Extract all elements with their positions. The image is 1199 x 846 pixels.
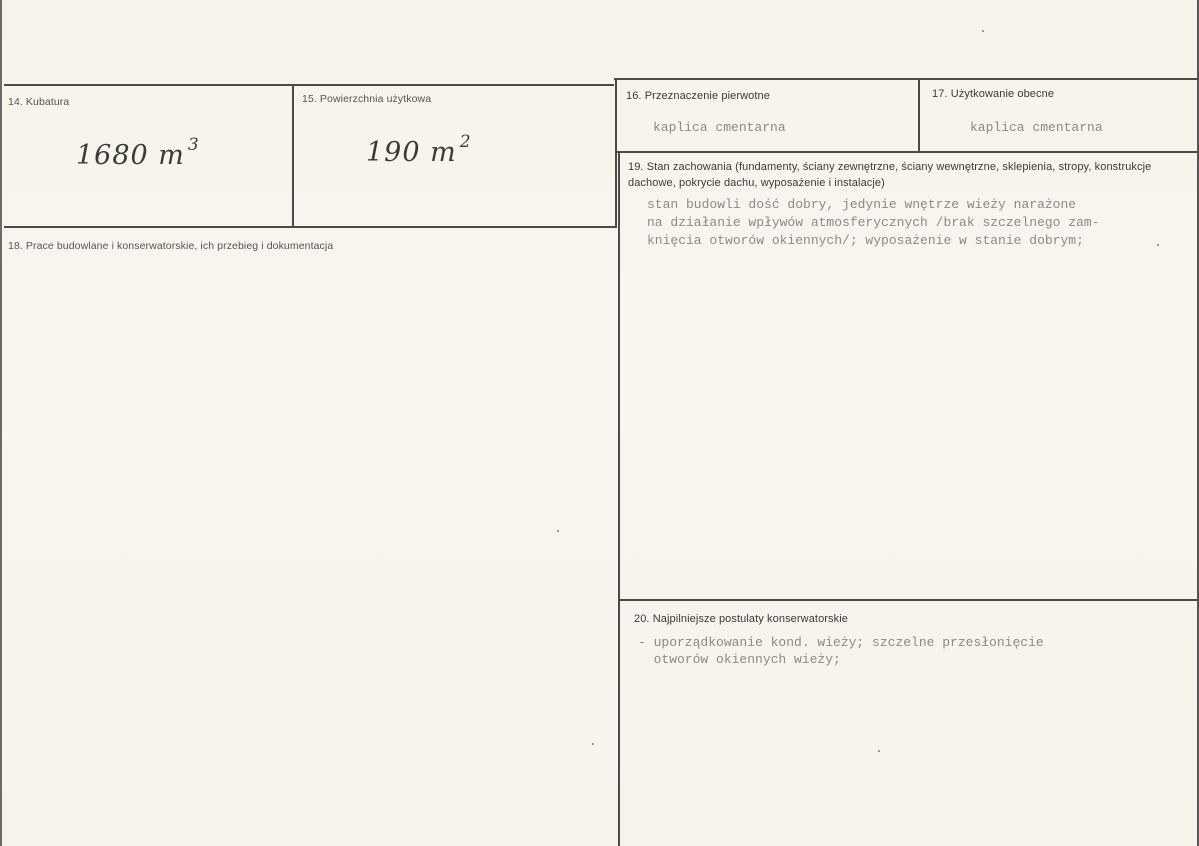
paper-speck bbox=[557, 530, 559, 532]
field-20-line-2: otworów okiennych wieży; bbox=[638, 652, 841, 667]
paper-speck bbox=[982, 30, 984, 32]
divider-16-17 bbox=[918, 78, 920, 152]
rule-above-postulaty bbox=[619, 599, 1199, 601]
paper-speck bbox=[592, 743, 594, 745]
field-14-label: 14. Kubatura bbox=[8, 96, 70, 108]
field-19-line-2: na działanie wpływów atmosferycznych /brak szczelnego zam- bbox=[647, 215, 1100, 230]
divider-left-right bbox=[615, 78, 617, 228]
field-19-line-3: knięcia otworów okiennych/; wyposażenie w stanie dobrym; bbox=[647, 233, 1084, 248]
field-16-label: 16. Przeznaczenie pierwotne bbox=[626, 90, 770, 102]
rule-under-przeznaczenie bbox=[616, 151, 1199, 153]
rule-under-kubatura bbox=[4, 226, 617, 228]
field-20-label: 20. Najpilniejsze postulaty konserwatorskie bbox=[634, 613, 849, 625]
field-15-label: 15. Powierzchnia użytkowa bbox=[302, 93, 432, 105]
field-14-value: 1680 m $^3$ bbox=[76, 135, 200, 171]
field-20-line-1: - uporządkowanie kond. wieży; szczelne przesłonięcie bbox=[638, 635, 1044, 650]
divider-14-15 bbox=[292, 84, 294, 227]
top-rule-right bbox=[614, 78, 1199, 80]
field-18-label: 18. Prace budowlane i konserwatorskie, ich przebieg i dokumentacja bbox=[8, 240, 334, 252]
field-19-label: 19. Stan zachowania (fundamenty, ściany zewnętrzne, ściany wewnętrzne, sklepienia, stropy, konstrukcje dachowe, pokrycie dachu, wyposażenie i instalacje) bbox=[628, 161, 1152, 189]
divider-column-main bbox=[618, 151, 620, 846]
paper-speck bbox=[878, 750, 880, 752]
field-19-line-1: stan budowli dość dobry, jedynie wnętrze wieży narażone bbox=[647, 197, 1077, 212]
paper-speck bbox=[1157, 244, 1159, 246]
top-rule bbox=[4, 84, 614, 86]
field-17-label: 17. Użytkowanie obecne bbox=[932, 88, 1055, 100]
field-16-value: kaplica cmentarna bbox=[653, 120, 786, 135]
field-17-value: kaplica cmentarna bbox=[970, 120, 1103, 135]
field-15-value: 190 m $^2$ bbox=[366, 132, 472, 168]
